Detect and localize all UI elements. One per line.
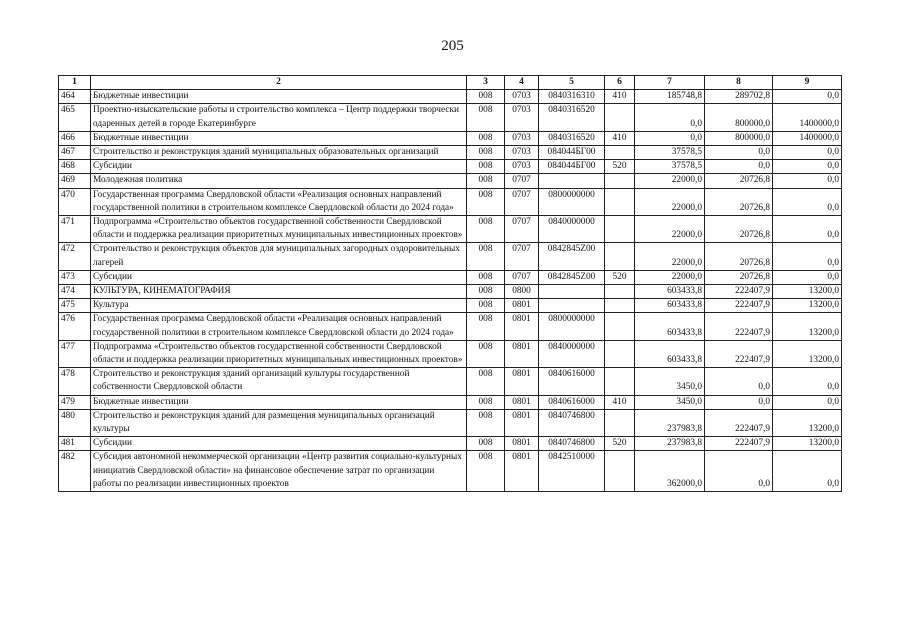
row-number: 468: [59, 160, 91, 174]
row-expense-type: [605, 285, 635, 299]
row-amount-2023: 20726,8: [705, 243, 773, 270]
row-number: 482: [59, 451, 91, 492]
row-target-article: 0840616000: [539, 395, 605, 409]
row-target-article: 0842510000: [539, 451, 605, 492]
row-amount-2024: 0,0: [773, 216, 842, 243]
row-description: Строительство и реконструкция зданий муниципальных образовательных организаций: [91, 146, 467, 160]
row-amount-2022: 0,0: [635, 131, 705, 145]
row-target-article: 0840000000: [539, 216, 605, 243]
row-section-code: 0801: [505, 451, 539, 492]
table-row: [59, 437, 842, 451]
row-description: Субсидия автономной некоммерческой организации «Центр развития социально-культурных инициатив Свердловской области» на финансовое обеспечение затрат по организации работы по реализации инвестиционных проектов: [91, 451, 467, 492]
row-expense-type: [605, 243, 635, 270]
row-description: Субсидии: [91, 437, 467, 451]
row-amount-2023: 222407,9: [705, 285, 773, 299]
row-amount-2022: 603433,8: [635, 299, 705, 313]
row-amount-2023: 20726,8: [705, 174, 773, 188]
row-ministry-code: 008: [467, 299, 505, 313]
row-description: Бюджетные инвестиции: [91, 131, 467, 145]
row-expense-type: [605, 313, 635, 340]
column-header: 2: [91, 76, 467, 90]
row-section-code: 0801: [505, 340, 539, 367]
row-amount-2022: 185748,8: [635, 90, 705, 104]
row-description: Субсидии: [91, 160, 467, 174]
row-description: Строительство и реконструкция зданий для размещения муниципальных организаций культуры: [91, 409, 467, 436]
table-row: [59, 409, 842, 436]
row-amount-2023: 0,0: [705, 395, 773, 409]
row-expense-type: [605, 104, 635, 131]
row-amount-2022: 22000,0: [635, 188, 705, 215]
table-row: [59, 90, 842, 104]
row-expense-type: 410: [605, 131, 635, 145]
table-row: [59, 451, 842, 492]
row-ministry-code: 008: [467, 216, 505, 243]
row-number: 474: [59, 285, 91, 299]
row-expense-type: 520: [605, 160, 635, 174]
row-amount-2023: 0,0: [705, 146, 773, 160]
row-section-code: 0703: [505, 104, 539, 131]
row-amount-2022: 603433,8: [635, 313, 705, 340]
row-ministry-code: 008: [467, 285, 505, 299]
row-amount-2022: 603433,8: [635, 340, 705, 367]
row-number: 465: [59, 104, 91, 131]
row-description: Субсидии: [91, 270, 467, 284]
row-expense-type: 520: [605, 270, 635, 284]
row-number: 464: [59, 90, 91, 104]
row-section-code: 0801: [505, 313, 539, 340]
row-section-code: 0707: [505, 270, 539, 284]
row-number: 473: [59, 270, 91, 284]
row-target-article: 0800000000: [539, 188, 605, 215]
row-section-code: 0800: [505, 285, 539, 299]
row-ministry-code: 008: [467, 188, 505, 215]
budget-table: [58, 75, 842, 492]
row-target-article: 0840746800: [539, 409, 605, 436]
row-expense-type: [605, 368, 635, 395]
row-target-article: 0840616000: [539, 368, 605, 395]
column-header: 3: [467, 76, 505, 90]
row-number: 475: [59, 299, 91, 313]
column-header: 8: [705, 76, 773, 90]
row-amount-2023: 20726,8: [705, 270, 773, 284]
row-number: 479: [59, 395, 91, 409]
row-ministry-code: 008: [467, 243, 505, 270]
row-section-code: 0707: [505, 243, 539, 270]
row-ministry-code: 008: [467, 270, 505, 284]
row-section-code: 0801: [505, 368, 539, 395]
table-header-row: [59, 76, 842, 90]
row-amount-2023: 0,0: [705, 368, 773, 395]
row-ministry-code: 008: [467, 437, 505, 451]
row-number: 472: [59, 243, 91, 270]
row-amount-2022: 603433,8: [635, 285, 705, 299]
table-row: [59, 104, 842, 131]
row-section-code: 0703: [505, 90, 539, 104]
row-ministry-code: 008: [467, 368, 505, 395]
row-target-article: 0840316520: [539, 104, 605, 131]
row-number: 466: [59, 131, 91, 145]
row-description: Проектно-изыскательские работы и строительство комплекса – Центр поддержки творчески одаренных детей в городе Екатеринбурге: [91, 104, 467, 131]
table-row: [59, 395, 842, 409]
row-number: 476: [59, 313, 91, 340]
row-section-code: 0703: [505, 160, 539, 174]
row-number: 480: [59, 409, 91, 436]
row-ministry-code: 008: [467, 90, 505, 104]
row-description: Государственная программа Свердловской области «Реализация основных направлений государственной политики в строительном комплексе Свердловской области до 2024 года»: [91, 188, 467, 215]
row-ministry-code: 008: [467, 146, 505, 160]
row-amount-2024: 0,0: [773, 243, 842, 270]
row-amount-2022: 3450,0: [635, 368, 705, 395]
row-amount-2023: 20726,8: [705, 188, 773, 215]
row-section-code: 0801: [505, 395, 539, 409]
row-number: 471: [59, 216, 91, 243]
row-number: 481: [59, 437, 91, 451]
row-amount-2024: 13200,0: [773, 437, 842, 451]
table-row: [59, 285, 842, 299]
row-amount-2022: 237983,8: [635, 409, 705, 436]
row-amount-2024: 0,0: [773, 188, 842, 215]
row-target-article: 084044БГ00: [539, 146, 605, 160]
row-amount-2024: 13200,0: [773, 299, 842, 313]
row-description: КУЛЬТУРА, КИНЕМАТОГРАФИЯ: [91, 285, 467, 299]
row-amount-2024: 0,0: [773, 395, 842, 409]
row-number: 477: [59, 340, 91, 367]
column-header: 9: [773, 76, 842, 90]
row-amount-2024: 0,0: [773, 451, 842, 492]
row-amount-2023: 0,0: [705, 160, 773, 174]
table-row: [59, 243, 842, 270]
row-section-code: 0801: [505, 409, 539, 436]
row-expense-type: [605, 188, 635, 215]
row-amount-2022: 22000,0: [635, 174, 705, 188]
row-amount-2023: 222407,9: [705, 409, 773, 436]
row-expense-type: 410: [605, 90, 635, 104]
table-row: [59, 270, 842, 284]
row-number: 469: [59, 174, 91, 188]
row-target-article: 0842845Z00: [539, 243, 605, 270]
table-row: [59, 188, 842, 215]
table-row: [59, 216, 842, 243]
page-number: 205: [441, 38, 464, 54]
row-amount-2022: 362000,0: [635, 451, 705, 492]
row-section-code: 0703: [505, 146, 539, 160]
row-ministry-code: 008: [467, 409, 505, 436]
row-description: Подпрограмма «Строительство объектов государственной собственности Свердловской области и поддержка реализации приоритетных муниципальных инвестиционных проектов»: [91, 340, 467, 367]
row-amount-2023: 20726,8: [705, 216, 773, 243]
row-target-article: 0800000000: [539, 313, 605, 340]
column-header: 6: [605, 76, 635, 90]
row-description: Государственная программа Свердловской области «Реализация основных направлений государственной политики в строительном комплексе Свердловской области до 2024 года»: [91, 313, 467, 340]
row-number: 467: [59, 146, 91, 160]
table-row: [59, 313, 842, 340]
row-amount-2022: 37578,5: [635, 160, 705, 174]
row-number: 478: [59, 368, 91, 395]
row-section-code: 0707: [505, 174, 539, 188]
row-amount-2023: 289702,8: [705, 90, 773, 104]
row-target-article: [539, 299, 605, 313]
row-amount-2022: 237983,8: [635, 437, 705, 451]
column-header: 4: [505, 76, 539, 90]
row-amount-2023: 800000,0: [705, 104, 773, 131]
row-amount-2024: 0,0: [773, 146, 842, 160]
table-row: [59, 299, 842, 313]
row-amount-2024: 13200,0: [773, 409, 842, 436]
table-row: [59, 160, 842, 174]
row-description: Подпрограмма «Строительство объектов государственной собственности Свердловской области и поддержка реализации приоритетных муниципальных инвестиционных проектов»: [91, 216, 467, 243]
row-ministry-code: 008: [467, 340, 505, 367]
row-expense-type: [605, 146, 635, 160]
row-ministry-code: 008: [467, 395, 505, 409]
row-section-code: 0707: [505, 188, 539, 215]
column-header: 7: [635, 76, 705, 90]
row-section-code: 0707: [505, 216, 539, 243]
row-amount-2024: 1400000,0: [773, 131, 842, 145]
row-section-code: 0801: [505, 437, 539, 451]
row-amount-2022: 22000,0: [635, 216, 705, 243]
row-description: Бюджетные инвестиции: [91, 90, 467, 104]
column-header: 5: [539, 76, 605, 90]
row-section-code: 0801: [505, 299, 539, 313]
row-expense-type: [605, 451, 635, 492]
row-target-article: 0840316310: [539, 90, 605, 104]
row-description: Бюджетные инвестиции: [91, 395, 467, 409]
row-description: Строительство и реконструкция зданий организаций культуры государственной собственности Свердловской области: [91, 368, 467, 395]
row-amount-2024: 1400000,0: [773, 104, 842, 131]
row-ministry-code: 008: [467, 131, 505, 145]
row-amount-2024: 0,0: [773, 160, 842, 174]
row-target-article: 0840746800: [539, 437, 605, 451]
row-amount-2024: 0,0: [773, 368, 842, 395]
row-expense-type: [605, 174, 635, 188]
row-target-article: 0840316520: [539, 131, 605, 145]
row-amount-2023: 800000,0: [705, 131, 773, 145]
row-expense-type: 520: [605, 437, 635, 451]
table-row: [59, 131, 842, 145]
row-amount-2023: 0,0: [705, 451, 773, 492]
column-header: 1: [59, 76, 91, 90]
row-target-article: [539, 174, 605, 188]
row-target-article: 0842845Z00: [539, 270, 605, 284]
row-amount-2022: 3450,0: [635, 395, 705, 409]
row-ministry-code: 008: [467, 313, 505, 340]
row-ministry-code: 008: [467, 451, 505, 492]
row-amount-2023: 222407,9: [705, 340, 773, 367]
row-amount-2024: 13200,0: [773, 313, 842, 340]
row-amount-2022: 0,0: [635, 104, 705, 131]
table-row: [59, 368, 842, 395]
row-expense-type: [605, 216, 635, 243]
row-ministry-code: 008: [467, 174, 505, 188]
row-expense-type: [605, 340, 635, 367]
row-target-article: 0840000000: [539, 340, 605, 367]
row-target-article: 084044БГ00: [539, 160, 605, 174]
row-description: Культура: [91, 299, 467, 313]
row-amount-2024: 13200,0: [773, 285, 842, 299]
row-amount-2024: 0,0: [773, 90, 842, 104]
row-amount-2023: 222407,9: [705, 313, 773, 340]
table-row: [59, 146, 842, 160]
row-description: Строительство и реконструкция объектов для муниципальных загородных оздоровительных лагерей: [91, 243, 467, 270]
table-row: [59, 340, 842, 367]
row-target-article: [539, 285, 605, 299]
row-description: Молодежная политика: [91, 174, 467, 188]
row-ministry-code: 008: [467, 104, 505, 131]
row-section-code: 0703: [505, 131, 539, 145]
row-expense-type: [605, 299, 635, 313]
row-amount-2022: 37578,5: [635, 146, 705, 160]
row-amount-2022: 22000,0: [635, 243, 705, 270]
row-amount-2024: 0,0: [773, 174, 842, 188]
row-expense-type: [605, 409, 635, 436]
row-amount-2022: 22000,0: [635, 270, 705, 284]
row-amount-2024: 13200,0: [773, 340, 842, 367]
row-expense-type: 410: [605, 395, 635, 409]
row-amount-2024: 0,0: [773, 270, 842, 284]
row-amount-2023: 222407,9: [705, 299, 773, 313]
row-number: 470: [59, 188, 91, 215]
row-ministry-code: 008: [467, 160, 505, 174]
table-row: [59, 174, 842, 188]
row-amount-2023: 222407,9: [705, 437, 773, 451]
